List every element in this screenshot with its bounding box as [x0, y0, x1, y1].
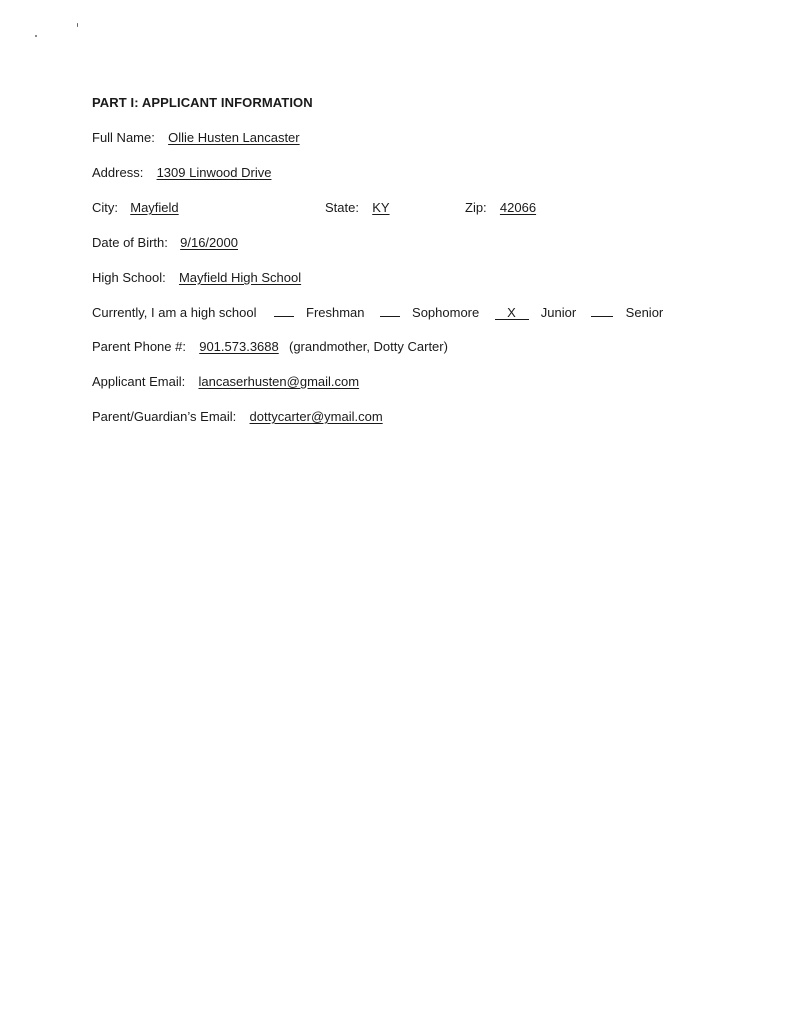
parent-phone-label: Parent Phone #: — [92, 339, 186, 354]
junior-blank: X — [495, 307, 529, 320]
city-label: City: — [92, 200, 118, 215]
grade-row — [92, 304, 663, 321]
address-label: Address: — [92, 165, 144, 180]
zip-label: Zip: — [465, 200, 487, 215]
applicant-email-value: lancaserhusten@gmail.com — [198, 374, 360, 389]
address-value: 1309 Linwood Drive — [156, 165, 272, 180]
state-label: State: — [325, 200, 359, 215]
parent-phone-row — [92, 339, 448, 355]
senior-blank — [591, 304, 613, 317]
full-name-label: Full Name: — [92, 130, 155, 145]
full-name-row — [92, 130, 300, 146]
guardian-email-row — [92, 409, 383, 425]
senior-option: Senior — [625, 305, 664, 320]
section-heading: PART I: APPLICANT INFORMATION — [92, 95, 313, 110]
location-row — [92, 200, 712, 216]
freshman-option: Freshman — [306, 305, 365, 320]
guardian-email-value: dottycarter@ymail.com — [249, 409, 383, 424]
dob-row — [92, 235, 238, 251]
full-name-value: Ollie Husten Lancaster — [168, 130, 300, 145]
sophomore-blank — [380, 304, 400, 317]
scan-speck — [35, 35, 37, 37]
applicant-email-row — [92, 374, 359, 390]
sophomore-option: Sophomore — [412, 305, 480, 320]
dob-value: 9/16/2000 — [180, 235, 238, 250]
applicant-email-label: Applicant Email: — [92, 374, 186, 389]
freshman-blank — [274, 304, 294, 317]
address-row — [92, 165, 271, 181]
high-school-label: High School: — [92, 270, 166, 285]
parent-phone-value: 901.573.3688 — [199, 339, 279, 354]
parent-phone-note: (grandmother, Dotty Carter) — [289, 339, 448, 354]
high-school-value: Mayfield High School — [178, 270, 302, 285]
high-school-row — [92, 270, 301, 286]
junior-option: Junior — [540, 305, 577, 320]
grade-label: Currently, I am a high school — [92, 305, 257, 320]
state-value: KY — [372, 200, 390, 215]
zip-value: 42066 — [499, 200, 537, 215]
scan-speck — [77, 23, 78, 27]
guardian-email-label: Parent/Guardian’s Email: — [92, 409, 237, 424]
dob-label: Date of Birth: — [92, 235, 168, 250]
city-value: Mayfield — [130, 200, 179, 215]
